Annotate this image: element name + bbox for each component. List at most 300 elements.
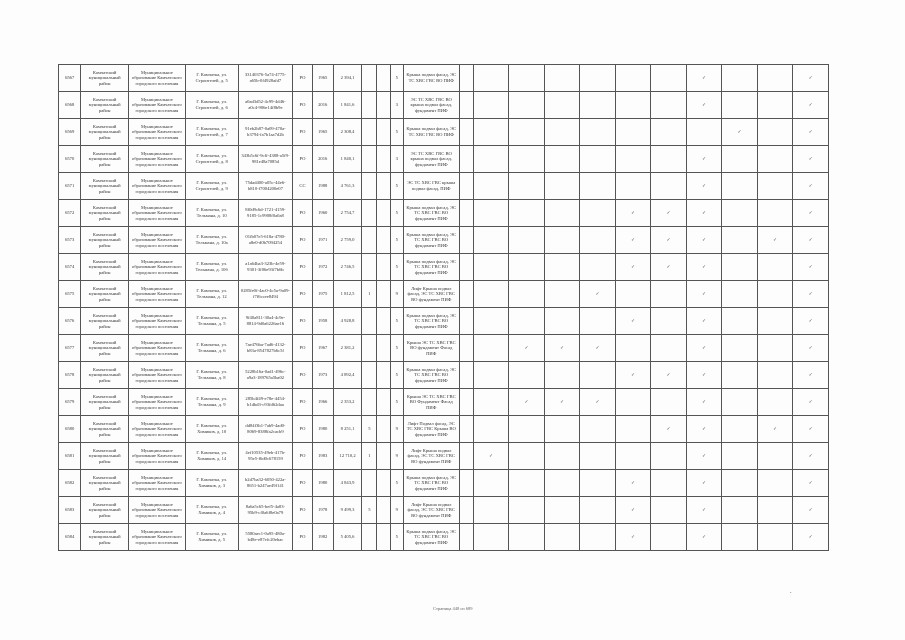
work-flag-cell xyxy=(615,92,651,119)
checkmark-icon: ✓ xyxy=(489,453,493,459)
row-id: 6573 xyxy=(59,227,81,254)
lifts-cell xyxy=(362,173,377,200)
col10-cell xyxy=(377,443,390,470)
work-flag-cell xyxy=(615,146,651,173)
checkmark-icon: ✓ xyxy=(702,264,706,270)
checkmark-icon: ✓ xyxy=(702,237,706,243)
fias-cell: dd84f3b1-7ab9-4ad0-8069-8388fa2cacb9 xyxy=(238,416,293,443)
lifts-cell xyxy=(362,524,377,551)
page-footer: Страница 448 из 689 xyxy=(433,606,473,611)
work-flag-cell xyxy=(473,389,509,416)
checkmark-icon: ✓ xyxy=(631,237,635,243)
work-flag-cell xyxy=(544,362,580,389)
table-row xyxy=(59,308,829,335)
work-flag-cell xyxy=(686,470,722,497)
work-flag-cell xyxy=(651,173,687,200)
fias-cell: 75dad400-a05c-44e6-b810-f7004200e07 xyxy=(238,173,293,200)
table-row xyxy=(59,173,829,200)
work-flag-cell xyxy=(580,227,616,254)
work-flag-cell xyxy=(615,470,651,497)
work-flag-cell xyxy=(473,362,509,389)
district-cell: Камчатский муниципальный район xyxy=(81,92,129,119)
lifts-cell xyxy=(362,308,377,335)
work-flag-cell xyxy=(793,335,829,362)
floors-cell: 5 xyxy=(390,254,403,281)
work-flag-cell xyxy=(757,119,793,146)
checkmark-icon: ✓ xyxy=(631,210,635,216)
work-flag-cell xyxy=(722,443,758,470)
settlement-cell: Муниципальное образование Камчатского городского поселения xyxy=(128,227,185,254)
checkmark-icon: ✓ xyxy=(702,453,706,459)
type-cell: РО xyxy=(293,416,312,443)
work-flag-cell xyxy=(722,200,758,227)
district-cell: Камчатский муниципальный район xyxy=(81,65,129,92)
area-cell: 5 405,6 xyxy=(333,524,361,551)
work-flag-cell xyxy=(793,65,829,92)
checkmark-icon: ✓ xyxy=(808,129,813,135)
col10-cell xyxy=(377,200,390,227)
col10-cell xyxy=(377,119,390,146)
work-flag-cell xyxy=(686,92,722,119)
spacer-cell xyxy=(459,470,473,497)
type-cell: РО xyxy=(293,497,312,524)
address-cell: Г. Камчатка, ул. Тельмана, д. 5 xyxy=(185,308,238,335)
spacer-cell xyxy=(459,281,473,308)
lifts-cell: 1 xyxy=(362,443,377,470)
work-flag-cell xyxy=(686,524,722,551)
fias-cell: 4ef10535-49eb-417b-95e5-f6d0c678159 xyxy=(238,443,293,470)
checkmark-icon: ✓ xyxy=(666,264,671,270)
work-flag-cell xyxy=(793,389,829,416)
row-id: 6580 xyxy=(59,416,81,443)
fias-cell: 91eb2b87-0a09-470a-b3794-fa7b1aa7d2b xyxy=(238,119,293,146)
work-flag-cell xyxy=(686,416,722,443)
year-cell: 1960 xyxy=(312,200,333,227)
col10-cell xyxy=(377,524,390,551)
checkmark-icon: ✓ xyxy=(702,372,706,378)
checkmark-icon: ✓ xyxy=(808,534,813,540)
work-flag-cell xyxy=(473,416,509,443)
work-flag-cell xyxy=(615,281,651,308)
lifts-cell xyxy=(362,227,377,254)
work-flag-cell xyxy=(615,119,651,146)
address-cell: Г. Камчатка, ул. Химиков, д. 4 xyxy=(185,497,238,524)
fias-cell: a0ad3d52-4c99-4d46-a0c4-906e14f8b9e xyxy=(238,92,293,119)
work-flag-cell xyxy=(686,497,722,524)
work-flag-cell xyxy=(615,173,651,200)
work-flag-cell xyxy=(686,65,722,92)
work-flag-cell xyxy=(722,92,758,119)
checkmark-icon: ✓ xyxy=(702,291,706,297)
work-flag-cell xyxy=(544,227,580,254)
works-cell: Лифт Крыша подвал фасад, ЭС ТС ХВС ГВС ВО фундамент ПИФ xyxy=(403,497,459,524)
type-cell: СС xyxy=(293,173,312,200)
work-flag-cell xyxy=(757,497,793,524)
spacer-cell xyxy=(459,119,473,146)
address-cell: Г. Камчатка, ул. Строителей, д. 8 xyxy=(185,146,238,173)
work-flag-cell xyxy=(686,335,722,362)
work-flag-cell xyxy=(757,146,793,173)
table-row xyxy=(59,362,829,389)
year-cell: 1958 xyxy=(312,308,333,335)
work-flag-cell xyxy=(615,416,651,443)
works-cell: ЭС ТС ХВС ГВС ВО крыша подвал фасад, фундамент ПИФ xyxy=(403,92,459,119)
work-flag-cell xyxy=(686,173,722,200)
work-flag-cell xyxy=(544,65,580,92)
works-cell: Крыша ЭС ТС ХВС ГВС ВО Фундамент Фасад ПИФ xyxy=(403,389,459,416)
checkmark-icon: ✓ xyxy=(737,129,742,135)
year-cell: 2016 xyxy=(312,146,333,173)
works-cell: Крыша подвал фасад, ЭС ТС ХВС ГВС ВО фундамент ПИФ xyxy=(403,524,459,551)
fias-cell: 5580aec1-0a95-480a-b48e-e87efc20ebac xyxy=(238,524,293,551)
fias-cell: b2d7ba32-6050-422a-8651-b247ae49f141 xyxy=(238,470,293,497)
district-cell: Камчатский муниципальный район xyxy=(81,497,129,524)
work-flag-cell xyxy=(651,281,687,308)
settlement-cell: Муниципальное образование Камчатского городского поселения xyxy=(128,389,185,416)
work-flag-cell xyxy=(509,254,545,281)
work-flag-cell xyxy=(651,416,687,443)
col10-cell xyxy=(377,335,390,362)
work-flag-cell xyxy=(757,200,793,227)
works-cell: Крыша ЭС ТС ХВС ГВС ВО фундамент Фасад ПИФ xyxy=(403,335,459,362)
area-cell: 1 812,5 xyxy=(333,281,361,308)
checkmark-icon: ✓ xyxy=(524,345,529,351)
lifts-cell xyxy=(362,119,377,146)
work-flag-cell xyxy=(580,200,616,227)
type-cell: РО xyxy=(293,65,312,92)
works-cell: Крыша подвал фасад, ЭС ТС ХВС ГВС ВО ПИФ xyxy=(403,65,459,92)
area-cell: 4 843,9 xyxy=(333,470,361,497)
lifts-cell xyxy=(362,200,377,227)
col10-cell xyxy=(377,416,390,443)
checkmark-icon: ✓ xyxy=(702,156,706,162)
work-flag-cell xyxy=(615,524,651,551)
spacer-cell xyxy=(459,389,473,416)
work-flag-cell xyxy=(793,92,829,119)
checkmark-icon: ✓ xyxy=(524,399,529,405)
table-row xyxy=(59,281,829,308)
floors-cell: 5 xyxy=(390,389,403,416)
work-flag-cell xyxy=(651,227,687,254)
row-id: 6577 xyxy=(59,335,81,362)
work-flag-cell xyxy=(509,335,545,362)
settlement-cell: Муниципальное образование Камчатского городского поселения xyxy=(128,335,185,362)
work-flag-cell xyxy=(509,497,545,524)
work-flag-cell xyxy=(722,389,758,416)
address-cell: Г. Камчатка, ул. Тельмана, д. 6 xyxy=(185,335,238,362)
work-flag-cell xyxy=(722,281,758,308)
year-cell: 1972 xyxy=(312,254,333,281)
row-id: 6567 xyxy=(59,65,81,92)
lifts-cell: 1 xyxy=(362,281,377,308)
work-flag-cell xyxy=(509,200,545,227)
work-flag-cell xyxy=(544,308,580,335)
work-flag-cell xyxy=(544,146,580,173)
address-cell: Г. Камчатка, ул. Химиков, д. 14 xyxy=(185,443,238,470)
col10-cell xyxy=(377,146,390,173)
area-cell: 2 759,0 xyxy=(333,227,361,254)
work-flag-cell xyxy=(686,146,722,173)
checkmark-icon: ✓ xyxy=(808,156,813,162)
work-flag-cell xyxy=(509,92,545,119)
fias-cell: 33140376-5a74-4775-a65b-0f4928afd7 xyxy=(238,65,293,92)
floors-cell: 5 xyxy=(390,335,403,362)
spacer-cell xyxy=(459,173,473,200)
work-flag-cell xyxy=(722,308,758,335)
lifts-cell: 5 xyxy=(362,497,377,524)
settlement-cell: Муниципальное образование Камчатского городского поселения xyxy=(128,524,185,551)
address-cell: Г. Камчатка, ул. Тельмана, д. 9 xyxy=(185,389,238,416)
year-cell: 1980 xyxy=(312,470,333,497)
address-cell: Г. Камчатка, ул. Тельмана, д. 8 xyxy=(185,362,238,389)
lifts-cell: 5 xyxy=(362,416,377,443)
work-flag-cell xyxy=(544,470,580,497)
fias-cell: 8f0d9c6d-1721-4159-9185-1c9908f0a0a8 xyxy=(238,200,293,227)
type-cell: РО xyxy=(293,308,312,335)
type-cell: РО xyxy=(293,146,312,173)
table-row xyxy=(59,92,829,119)
work-flag-cell xyxy=(544,92,580,119)
work-flag-cell xyxy=(757,362,793,389)
checkmark-icon: ✓ xyxy=(702,183,706,189)
spacer-cell xyxy=(459,146,473,173)
works-cell: Крыша подвал фасад, ЭС ТС ХВС ГВС ВО фундамент ПИФ xyxy=(403,200,459,227)
scan-dot: • xyxy=(790,590,792,595)
work-flag-cell xyxy=(757,254,793,281)
work-flag-cell xyxy=(686,254,722,281)
area-cell: 2 394,1 xyxy=(333,65,361,92)
work-flag-cell xyxy=(473,524,509,551)
checkmark-icon: ✓ xyxy=(666,210,671,216)
work-flag-cell xyxy=(793,173,829,200)
table-row xyxy=(59,227,829,254)
year-cell: 1978 xyxy=(312,497,333,524)
col10-cell xyxy=(377,227,390,254)
address-cell: Г. Камчатка, ул. Строителей, д. 7 xyxy=(185,119,238,146)
settlement-cell: Муниципальное образование Камчатского городского поселения xyxy=(128,497,185,524)
col10-cell xyxy=(377,65,390,92)
year-cell: 1980 xyxy=(312,416,333,443)
work-flag-cell xyxy=(615,335,651,362)
spacer-cell xyxy=(459,254,473,281)
type-cell: РО xyxy=(293,389,312,416)
work-flag-cell xyxy=(651,362,687,389)
district-cell: Камчатский муниципальный район xyxy=(81,335,129,362)
lifts-cell xyxy=(362,65,377,92)
work-flag-cell xyxy=(580,254,616,281)
work-flag-cell xyxy=(544,281,580,308)
area-cell: 9 499,3 xyxy=(333,497,361,524)
work-flag-cell xyxy=(544,254,580,281)
work-flag-cell xyxy=(509,470,545,497)
work-flag-cell xyxy=(757,389,793,416)
fias-cell: 5228b16a-0ad1-496c-a9a3-189765a5ba02 xyxy=(238,362,293,389)
spacer-cell xyxy=(459,65,473,92)
row-id: 6570 xyxy=(59,146,81,173)
work-flag-cell xyxy=(757,308,793,335)
work-flag-cell xyxy=(793,443,829,470)
work-flag-cell xyxy=(509,308,545,335)
address-cell: Г. Камчатка, ул. Строителей, д. 5 xyxy=(185,65,238,92)
floors-cell: 5 xyxy=(390,65,403,92)
settlement-cell: Муниципальное образование Камчатского городского поселения xyxy=(128,443,185,470)
work-flag-cell xyxy=(544,173,580,200)
district-cell: Камчатский муниципальный район xyxy=(81,389,129,416)
works-cell: Крыша подвал фасад, ЭС ТС ХВС ГВС ВО фундамент ПИФ xyxy=(403,254,459,281)
fias-cell: 01fb07e5-618a-4780-a8e0-d0b7094254 xyxy=(238,227,293,254)
work-flag-cell xyxy=(615,254,651,281)
floors-cell: 5 xyxy=(390,119,403,146)
area-cell: 2 353,2 xyxy=(333,389,361,416)
work-flag-cell xyxy=(722,470,758,497)
checkmark-icon: ✓ xyxy=(666,237,671,243)
checkmark-icon: ✓ xyxy=(808,75,813,81)
work-flag-cell xyxy=(509,389,545,416)
work-flag-cell xyxy=(509,119,545,146)
work-flag-cell xyxy=(580,281,616,308)
work-flag-cell xyxy=(793,524,829,551)
type-cell: РО xyxy=(293,335,312,362)
work-flag-cell xyxy=(793,308,829,335)
district-cell: Камчатский муниципальный район xyxy=(81,227,129,254)
work-flag-cell xyxy=(722,227,758,254)
work-flag-cell xyxy=(473,443,509,470)
type-cell: РО xyxy=(293,227,312,254)
work-flag-cell xyxy=(473,308,509,335)
work-flag-cell xyxy=(793,362,829,389)
area-cell: 4 928,8 xyxy=(333,308,361,335)
col10-cell xyxy=(377,470,390,497)
work-flag-cell xyxy=(509,227,545,254)
type-cell: РО xyxy=(293,362,312,389)
checkmark-icon: ✓ xyxy=(631,372,635,378)
work-flag-cell xyxy=(686,389,722,416)
area-cell: 2 381,2 xyxy=(333,335,361,362)
fias-cell: 343b5c6f-9cff-4388-a5f9-981e48a7085d xyxy=(238,146,293,173)
checkmark-icon: ✓ xyxy=(702,426,706,432)
work-flag-cell xyxy=(651,92,687,119)
address-cell: Г. Камчатка, ул. Химиков, д. 10 xyxy=(185,416,238,443)
works-cell: Крыша подвал фасад, ЭС ТС ХВС ГВС ВО фундамент ПИФ xyxy=(403,470,459,497)
settlement-cell: Муниципальное образование Камчатского городского поселения xyxy=(128,65,185,92)
settlement-cell: Муниципальное образование Камчатского городского поселения xyxy=(128,308,185,335)
table-row xyxy=(59,443,829,470)
checkmark-icon: ✓ xyxy=(631,534,635,540)
type-cell: РО xyxy=(293,119,312,146)
settlement-cell: Муниципальное образование Камчатского городского поселения xyxy=(128,416,185,443)
checkmark-icon: ✓ xyxy=(595,345,600,351)
fias-cell: 8a6a5c65-bef5-4a83-95b9-cf0a6f8e0a79 xyxy=(238,497,293,524)
works-cell: Лифт Крыша подвал фасад, ЭС ТС ХВС ГВС ВО фундамент ПИФ xyxy=(403,281,459,308)
work-flag-cell xyxy=(722,362,758,389)
works-cell: Лифт Подвал фасад, ЭС ТС ХВС ГВС Крыша ВО фундамент ПИФ xyxy=(403,416,459,443)
work-flag-cell xyxy=(509,362,545,389)
settlement-cell: Муниципальное образование Камчатского городского поселения xyxy=(128,173,185,200)
checkmark-icon: ✓ xyxy=(560,399,564,405)
row-id: 6575 xyxy=(59,281,81,308)
checkmark-icon: ✓ xyxy=(808,264,813,270)
work-flag-cell xyxy=(615,227,651,254)
table-row xyxy=(59,65,829,92)
work-flag-cell xyxy=(509,65,545,92)
spacer-cell xyxy=(459,227,473,254)
work-flag-cell xyxy=(757,92,793,119)
checkmark-icon: ✓ xyxy=(808,291,813,297)
year-cell: 2016 xyxy=(312,92,333,119)
floors-cell: 9 xyxy=(390,416,403,443)
work-flag-cell xyxy=(757,227,793,254)
table-body xyxy=(59,65,829,551)
table-row xyxy=(59,416,829,443)
district-cell: Камчатский муниципальный район xyxy=(81,470,129,497)
work-flag-cell xyxy=(473,92,509,119)
work-flag-cell xyxy=(793,281,829,308)
work-flag-cell xyxy=(580,173,616,200)
floors-cell: 5 xyxy=(390,200,403,227)
col10-cell xyxy=(377,173,390,200)
work-flag-cell xyxy=(580,524,616,551)
work-flag-cell xyxy=(580,443,616,470)
work-flag-cell xyxy=(473,335,509,362)
col10-cell xyxy=(377,308,390,335)
floors-cell: 5 xyxy=(390,173,403,200)
checkmark-icon: ✓ xyxy=(702,399,706,405)
type-cell: РО xyxy=(293,470,312,497)
work-flag-cell xyxy=(544,335,580,362)
area-cell: 4 761,3 xyxy=(333,173,361,200)
checkmark-icon: ✓ xyxy=(808,399,813,405)
district-cell: Камчатский муниципальный район xyxy=(81,524,129,551)
work-flag-cell xyxy=(793,146,829,173)
spacer-cell xyxy=(459,497,473,524)
work-flag-cell xyxy=(686,362,722,389)
district-cell: Камчатский муниципальный район xyxy=(81,308,129,335)
floors-cell: 3 xyxy=(390,146,403,173)
work-flag-cell xyxy=(473,254,509,281)
work-flag-cell xyxy=(580,65,616,92)
table-row xyxy=(59,497,829,524)
spacer-cell xyxy=(459,92,473,119)
row-id: 6571 xyxy=(59,173,81,200)
works-cell: Лифт Крыша подвал фасад, ЭС ТС ХВС ГВС ВО фундамент ПИФ xyxy=(403,443,459,470)
area-cell: 2 754,7 xyxy=(333,200,361,227)
work-flag-cell xyxy=(722,497,758,524)
year-cell: 1988 xyxy=(312,173,333,200)
settlement-cell: Муниципальное образование Камчатского городского поселения xyxy=(128,362,185,389)
district-cell: Камчатский муниципальный район xyxy=(81,416,129,443)
work-flag-cell xyxy=(580,416,616,443)
floors-cell: 9 xyxy=(390,281,403,308)
checkmark-icon: ✓ xyxy=(666,372,671,378)
district-cell: Камчатский муниципальный район xyxy=(81,119,129,146)
work-flag-cell xyxy=(651,146,687,173)
year-cell: 1967 xyxy=(312,335,333,362)
district-cell: Камчатский муниципальный район xyxy=(81,254,129,281)
work-flag-cell xyxy=(509,146,545,173)
work-flag-cell xyxy=(722,416,758,443)
year-cell: 1975 xyxy=(312,281,333,308)
col10-cell xyxy=(377,92,390,119)
spacer-cell xyxy=(459,362,473,389)
work-flag-cell xyxy=(793,416,829,443)
row-id: 6581 xyxy=(59,443,81,470)
work-flag-cell xyxy=(615,200,651,227)
checkmark-icon: ✓ xyxy=(702,318,706,324)
checkmark-icon: ✓ xyxy=(773,426,777,432)
fias-cell: a1a64ba3-323b-4e59-9301-3f06e93f7b6b xyxy=(238,254,293,281)
work-flag-cell xyxy=(544,497,580,524)
district-cell: Камчатский муниципальный район xyxy=(81,173,129,200)
